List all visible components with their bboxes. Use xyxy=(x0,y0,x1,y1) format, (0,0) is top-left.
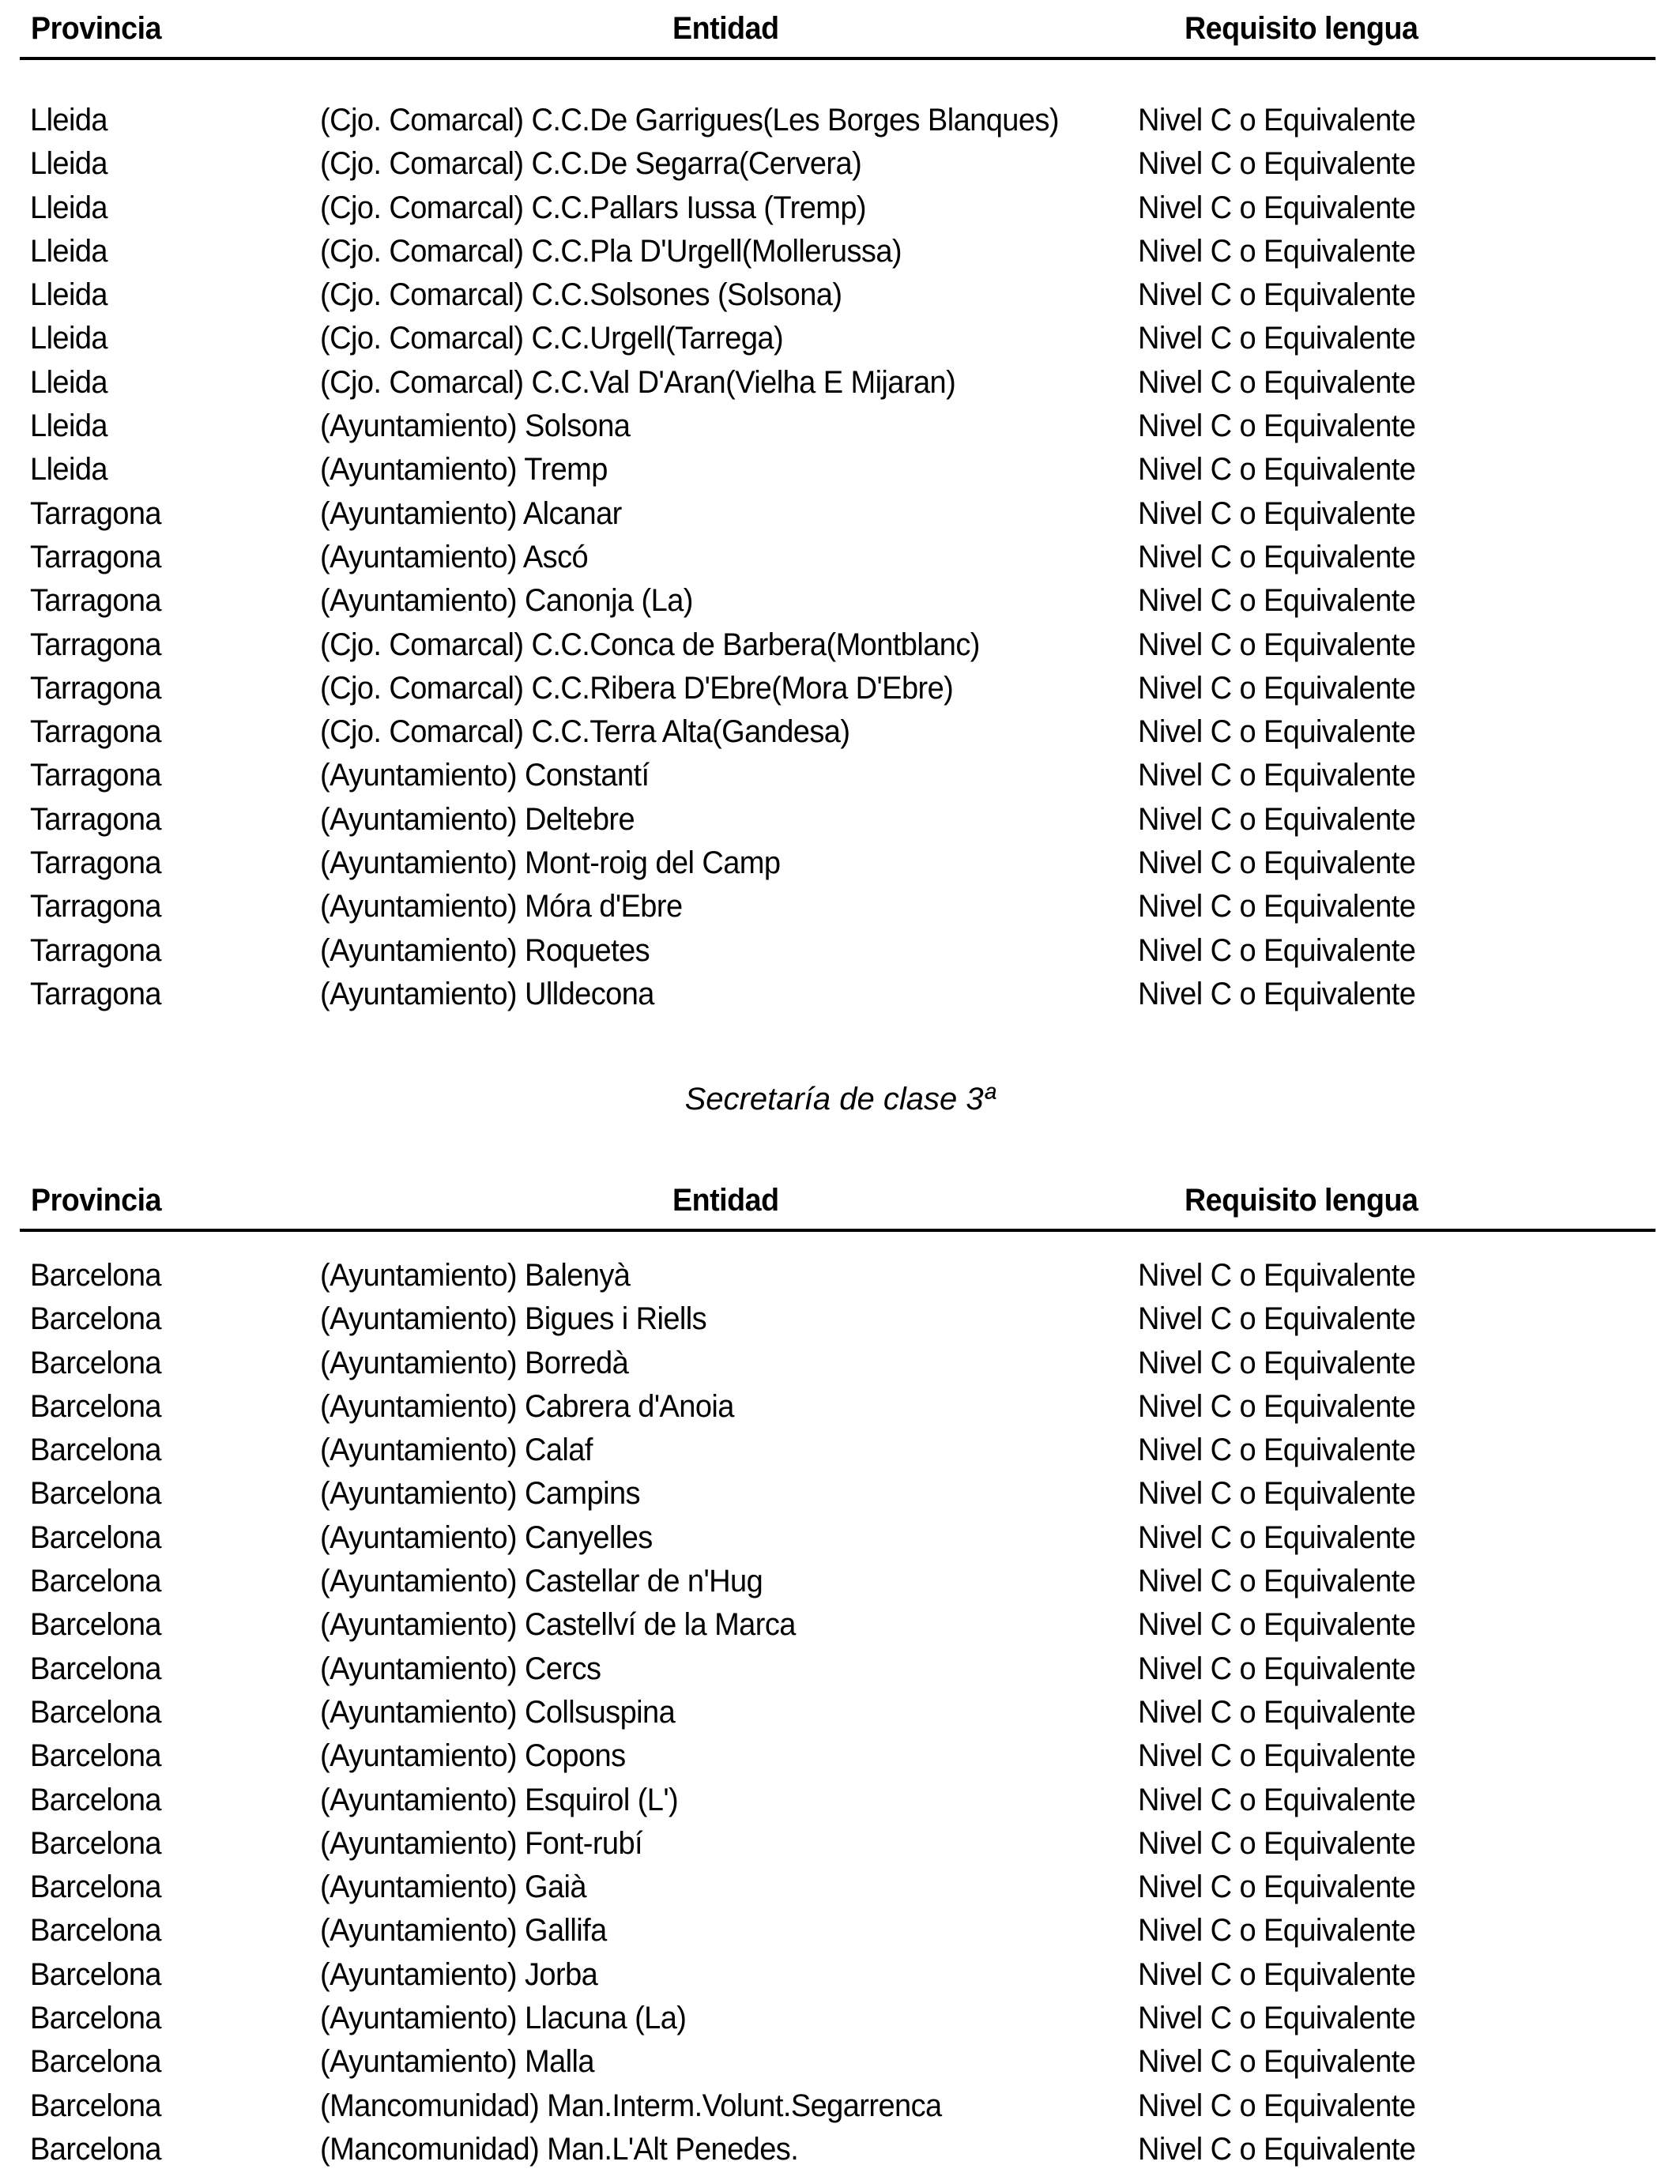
table-row xyxy=(0,2130,1680,2174)
table-row xyxy=(0,232,1680,276)
cell-entidad: (Cjo. Comarcal) C.C.Pla D'Urgell(Mollerussa) xyxy=(320,233,902,269)
cell-requisito: Nivel C o Equivalente xyxy=(1138,2131,1416,2167)
table-row xyxy=(0,713,1680,756)
table-row xyxy=(0,1956,1680,1999)
table-row xyxy=(0,1693,1680,1737)
table-row xyxy=(0,975,1680,1019)
table-row xyxy=(0,1562,1680,1606)
cell-provincia: Lleida xyxy=(30,103,108,137)
table-row xyxy=(0,1737,1680,1780)
cell-provincia: Barcelona xyxy=(30,2001,161,2036)
cell-requisito: Nivel C o Equivalente xyxy=(1138,1825,1416,1861)
table-row xyxy=(0,2043,1680,2086)
cell-requisito: Nivel C o Equivalente xyxy=(1138,583,1416,619)
table-row xyxy=(0,101,1680,145)
cell-entidad: (Cjo. Comarcal) C.C.De Segarra(Cervera) xyxy=(320,146,862,182)
cell-entidad: (Ayuntamiento) Copons xyxy=(320,1738,626,1774)
cell-provincia: Tarragona xyxy=(30,670,161,706)
cell-entidad: (Ayuntamiento) Constantí xyxy=(320,758,650,793)
cell-requisito: Nivel C o Equivalente xyxy=(1138,1388,1416,1424)
cell-requisito: Nivel C o Equivalente xyxy=(1138,1258,1416,1293)
cell-provincia: Tarragona xyxy=(30,495,161,531)
cell-provincia: Tarragona xyxy=(30,583,161,619)
table-row xyxy=(0,582,1680,625)
cell-provincia: Tarragona xyxy=(30,976,161,1011)
cell-provincia: Tarragona xyxy=(30,758,161,793)
cell-entidad: (Ayuntamiento) Collsuspina xyxy=(320,1694,676,1730)
cell-requisito: Nivel C o Equivalente xyxy=(1138,714,1416,750)
cell-provincia: Barcelona xyxy=(30,1433,161,1468)
cell-entidad: (Ayuntamiento) Bigues i Riells xyxy=(320,1301,707,1337)
cell-provincia: Barcelona xyxy=(30,2088,161,2123)
cell-requisito: Nivel C o Equivalente xyxy=(1138,2088,1416,2123)
cell-provincia: Barcelona xyxy=(30,2131,161,2167)
cell-requisito: Nivel C o Equivalente xyxy=(1138,627,1416,662)
table-row xyxy=(0,1474,1680,1518)
cell-requisito: Nivel C o Equivalente xyxy=(1138,670,1416,706)
table-row xyxy=(0,1824,1680,1868)
table-row xyxy=(0,1300,1680,1343)
cell-requisito: Nivel C o Equivalente xyxy=(1138,1564,1416,1599)
cell-requisito: Nivel C o Equivalente xyxy=(1138,539,1416,574)
cell-requisito: Nivel C o Equivalente xyxy=(1138,233,1416,269)
cell-requisito: Nivel C o Equivalente xyxy=(1138,889,1416,924)
column-header-requisito: Requisito lengua xyxy=(1185,1183,1418,1218)
cell-entidad: (Ayuntamiento) Jorba xyxy=(320,1956,598,1992)
cell-entidad: (Ayuntamiento) Solsona xyxy=(320,409,631,444)
cell-requisito: Nivel C o Equivalente xyxy=(1138,1607,1416,1643)
table-row xyxy=(0,1256,1680,1300)
table-2-header xyxy=(20,1180,1656,1232)
cell-provincia: Tarragona xyxy=(30,845,161,881)
cell-entidad: (Ayuntamiento) Font-rubí xyxy=(320,1825,643,1861)
table-row xyxy=(0,1999,1680,2043)
cell-entidad: (Cjo. Comarcal) C.C.De Garrigues(Les Borges Blanques) xyxy=(320,103,1059,137)
cell-provincia: Barcelona xyxy=(30,1738,161,1774)
table-row xyxy=(0,887,1680,931)
cell-requisito: Nivel C o Equivalente xyxy=(1138,452,1416,488)
table-1-header xyxy=(20,8,1656,60)
table-row xyxy=(0,145,1680,188)
cell-entidad: (Ayuntamiento) Deltebre xyxy=(320,801,635,837)
column-header-entidad: Entidad xyxy=(672,11,779,46)
cell-provincia: Tarragona xyxy=(30,801,161,837)
cell-provincia: Barcelona xyxy=(30,1564,161,1599)
cell-entidad: (Ayuntamiento) Castellví de la Marca xyxy=(320,1607,796,1643)
cell-entidad: (Ayuntamiento) Canyelles xyxy=(320,1519,653,1555)
cell-provincia: Barcelona xyxy=(30,1694,161,1730)
cell-provincia: Lleida xyxy=(30,146,108,182)
table-row xyxy=(0,189,1680,232)
cell-entidad: (Ayuntamiento) Calaf xyxy=(320,1433,593,1468)
cell-entidad: (Ayuntamiento) Esquirol (L') xyxy=(320,1782,679,1817)
cell-requisito: Nivel C o Equivalente xyxy=(1138,1738,1416,1774)
cell-provincia: Tarragona xyxy=(30,627,161,662)
cell-requisito: Nivel C o Equivalente xyxy=(1138,1651,1416,1686)
cell-entidad: (Cjo. Comarcal) C.C.Conca de Barbera(Montblanc) xyxy=(320,627,980,662)
cell-entidad: (Ayuntamiento) Borredà xyxy=(320,1345,629,1380)
cell-requisito: Nivel C o Equivalente xyxy=(1138,758,1416,793)
cell-requisito: Nivel C o Equivalente xyxy=(1138,1870,1416,1905)
table-row xyxy=(0,1606,1680,1649)
cell-entidad: (Ayuntamiento) Roquetes xyxy=(320,932,650,968)
cell-provincia: Tarragona xyxy=(30,932,161,968)
column-header-entidad: Entidad xyxy=(672,1183,779,1218)
cell-provincia: Barcelona xyxy=(30,1825,161,1861)
table-row xyxy=(0,276,1680,319)
cell-provincia: Barcelona xyxy=(30,2044,161,2080)
cell-provincia: Barcelona xyxy=(30,1782,161,1817)
table-row xyxy=(0,626,1680,669)
cell-entidad: (Ayuntamiento) Alcanar xyxy=(320,495,622,531)
cell-provincia: Tarragona xyxy=(30,714,161,750)
cell-provincia: Barcelona xyxy=(30,1519,161,1555)
table-row xyxy=(0,538,1680,582)
cell-requisito: Nivel C o Equivalente xyxy=(1138,1345,1416,1380)
cell-entidad: (Ayuntamiento) Malla xyxy=(320,2044,594,2080)
cell-provincia: Tarragona xyxy=(30,889,161,924)
table-1-body xyxy=(0,101,1680,1019)
cell-requisito: Nivel C o Equivalente xyxy=(1138,409,1416,444)
cell-entidad: (Cjo. Comarcal) C.C.Val D'Aran(Vielha E Mijaran) xyxy=(320,364,956,400)
table-row xyxy=(0,800,1680,844)
cell-requisito: Nivel C o Equivalente xyxy=(1138,1301,1416,1337)
cell-provincia: Barcelona xyxy=(30,1345,161,1380)
cell-provincia: Lleida xyxy=(30,452,108,488)
column-header-provincia: Provincia xyxy=(31,1183,162,1218)
cell-provincia: Barcelona xyxy=(30,1913,161,1949)
cell-requisito: Nivel C o Equivalente xyxy=(1138,1913,1416,1949)
cell-provincia: Barcelona xyxy=(30,1607,161,1643)
cell-requisito: Nivel C o Equivalente xyxy=(1138,1956,1416,1992)
cell-provincia: Barcelona xyxy=(30,1651,161,1686)
table-row xyxy=(0,363,1680,407)
table-2-body xyxy=(0,1256,1680,2174)
cell-provincia: Lleida xyxy=(30,277,108,313)
table-row xyxy=(0,1431,1680,1474)
cell-provincia: Tarragona xyxy=(30,539,161,574)
cell-entidad: (Ayuntamiento) Móra d'Ebre xyxy=(320,889,683,924)
table-row xyxy=(0,2087,1680,2130)
cell-requisito: Nivel C o Equivalente xyxy=(1138,1519,1416,1555)
cell-entidad: (Cjo. Comarcal) C.C.Solsones (Solsona) xyxy=(320,277,842,313)
cell-entidad: (Ayuntamiento) Tremp xyxy=(320,452,608,488)
cell-provincia: Lleida xyxy=(30,409,108,444)
table-row xyxy=(0,844,1680,887)
table-row xyxy=(0,1781,1680,1824)
cell-entidad: (Cjo. Comarcal) C.C.Pallars Iussa (Tremp) xyxy=(320,190,867,225)
cell-entidad: (Ayuntamiento) Gallifa xyxy=(320,1913,607,1949)
table-row xyxy=(0,1911,1680,1955)
cell-requisito: Nivel C o Equivalente xyxy=(1138,2001,1416,2036)
cell-entidad: (Ayuntamiento) Campins xyxy=(320,1476,640,1512)
cell-requisito: Nivel C o Equivalente xyxy=(1138,2044,1416,2080)
cell-entidad: (Ayuntamiento) Castellar de n'Hug xyxy=(320,1564,763,1599)
cell-requisito: Nivel C o Equivalente xyxy=(1138,976,1416,1011)
cell-requisito: Nivel C o Equivalente xyxy=(1138,495,1416,531)
table-row xyxy=(0,932,1680,975)
cell-entidad: (Cjo. Comarcal) C.C.Urgell(Tarrega) xyxy=(320,321,784,356)
table-row xyxy=(0,1519,1680,1562)
cell-entidad: (Ayuntamiento) Gaià xyxy=(320,1870,586,1905)
cell-requisito: Nivel C o Equivalente xyxy=(1138,801,1416,837)
cell-entidad: (Cjo. Comarcal) C.C.Terra Alta(Gandesa) xyxy=(320,714,850,750)
cell-entidad: (Cjo. Comarcal) C.C.Ribera D'Ebre(Mora D'Ebre) xyxy=(320,670,954,706)
cell-requisito: Nivel C o Equivalente xyxy=(1138,364,1416,400)
table-row xyxy=(0,1388,1680,1431)
cell-requisito: Nivel C o Equivalente xyxy=(1138,277,1416,313)
cell-entidad: (Ayuntamiento) Cercs xyxy=(320,1651,601,1686)
cell-provincia: Barcelona xyxy=(30,1388,161,1424)
cell-provincia: Lleida xyxy=(30,364,108,400)
cell-requisito: Nivel C o Equivalente xyxy=(1138,932,1416,968)
cell-provincia: Lleida xyxy=(30,321,108,356)
cell-requisito: Nivel C o Equivalente xyxy=(1138,146,1416,182)
cell-entidad: (Mancomunidad) Man.Interm.Volunt.Segarrenca xyxy=(320,2088,942,2123)
cell-entidad: (Ayuntamiento) Cabrera d'Anoia xyxy=(320,1388,734,1424)
cell-requisito: Nivel C o Equivalente xyxy=(1138,103,1416,137)
cell-requisito: Nivel C o Equivalente xyxy=(1138,1694,1416,1730)
column-header-provincia: Provincia xyxy=(31,11,162,46)
cell-requisito: Nivel C o Equivalente xyxy=(1138,190,1416,225)
cell-provincia: Barcelona xyxy=(30,1258,161,1293)
cell-requisito: Nivel C o Equivalente xyxy=(1138,1476,1416,1512)
cell-entidad: (Ayuntamiento) Canonja (La) xyxy=(320,583,693,619)
section-title: Secretaría de clase 3ª xyxy=(684,1082,996,1116)
cell-entidad: (Ayuntamiento) Mont-roig del Camp xyxy=(320,845,781,881)
cell-provincia: Barcelona xyxy=(30,1870,161,1905)
table-row xyxy=(0,1650,1680,1693)
table-row xyxy=(0,756,1680,800)
column-header-requisito: Requisito lengua xyxy=(1185,11,1418,46)
table-row xyxy=(0,407,1680,450)
cell-requisito: Nivel C o Equivalente xyxy=(1138,1782,1416,1817)
cell-requisito: Nivel C o Equivalente xyxy=(1138,321,1416,356)
cell-entidad: (Mancomunidad) Man.L'Alt Penedes. xyxy=(320,2131,799,2167)
table-row xyxy=(0,1868,1680,1911)
cell-provincia: Lleida xyxy=(30,233,108,269)
cell-provincia: Barcelona xyxy=(30,1956,161,1992)
cell-provincia: Barcelona xyxy=(30,1476,161,1512)
cell-entidad: (Ayuntamiento) Ascó xyxy=(320,539,589,574)
table-row xyxy=(0,319,1680,363)
table-row xyxy=(0,1344,1680,1388)
cell-entidad: (Ayuntamiento) Llacuna (La) xyxy=(320,2001,687,2036)
cell-requisito: Nivel C o Equivalente xyxy=(1138,1433,1416,1468)
cell-provincia: Barcelona xyxy=(30,1301,161,1337)
table-row xyxy=(0,495,1680,538)
cell-entidad: (Ayuntamiento) Balenyà xyxy=(320,1258,631,1293)
table-row xyxy=(0,669,1680,713)
table-row xyxy=(0,450,1680,494)
cell-provincia: Lleida xyxy=(30,190,108,225)
cell-entidad: (Ayuntamiento) Ulldecona xyxy=(320,976,654,1011)
cell-requisito: Nivel C o Equivalente xyxy=(1138,845,1416,881)
